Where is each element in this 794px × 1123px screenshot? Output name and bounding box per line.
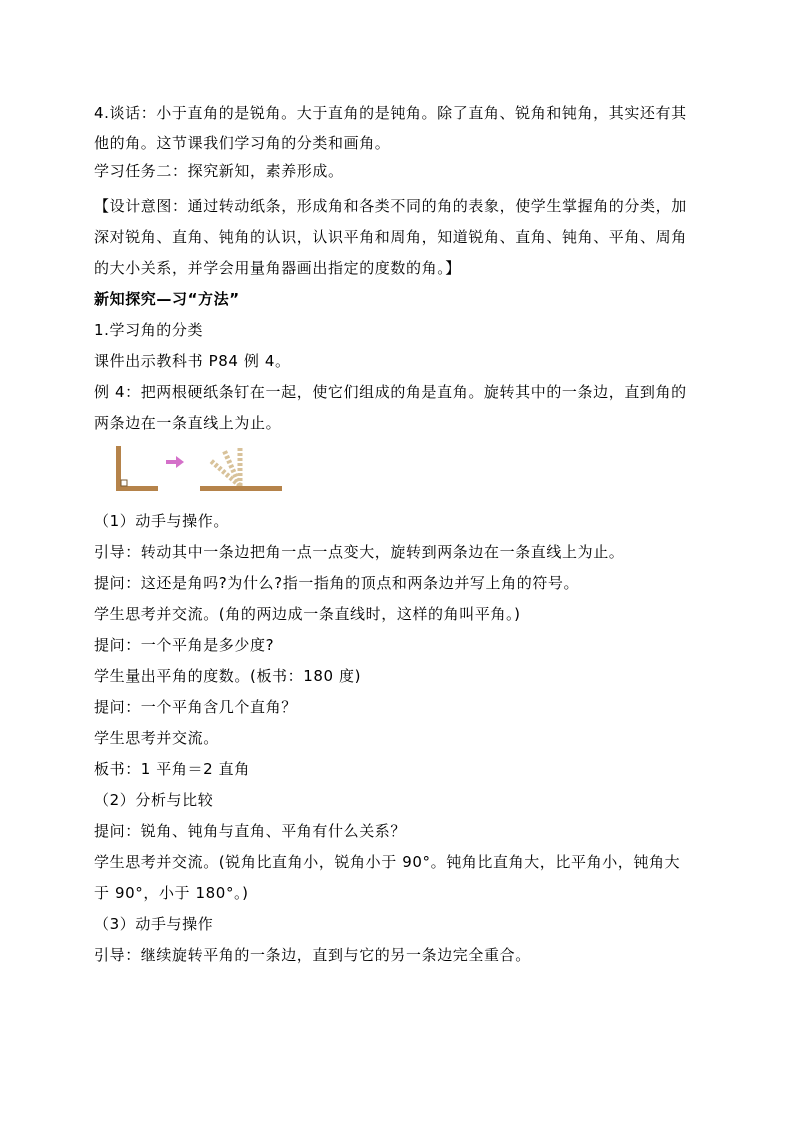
paragraph: 课件出示教科书 P84 例 4。: [94, 352, 291, 370]
horizontal-strip: [116, 486, 158, 491]
paragraph: （1）动手与操作。: [94, 512, 229, 530]
paragraph: 学生思考并交流。: [94, 729, 219, 747]
paragraph: 提问：锐角、钝角与直角、平角有什么关系？: [94, 822, 407, 840]
paragraph: 两条边在一条直线上为止。: [94, 414, 282, 432]
paragraph: 1.学习角的分类: [94, 321, 204, 339]
paragraph: （3）动手与操作: [94, 915, 214, 933]
paragraph: 4.谈话：小于直角的是锐角。大于直角的是钝角。除了直角、锐角和钝角，其实还有其: [94, 104, 687, 122]
paragraph: 于 90°，小于 180°。): [94, 884, 249, 902]
section-heading: 新知探究—习“方法”: [94, 290, 240, 308]
paragraph: 引导：继续旋转平角的一条边，直到与它的另一条边完全重合。: [94, 946, 531, 964]
paragraph: 的大小关系，并学会用量角器画出指定的度数的角。】: [94, 259, 461, 277]
arrow-icon: [166, 456, 184, 468]
left-straight-strip: [200, 486, 240, 491]
paragraph: 提问：一个平角是多少度?: [94, 636, 275, 654]
paragraph: 提问：一个平角含几个直角？: [94, 698, 297, 716]
paragraph: 板书：1 平角＝2 直角: [94, 760, 250, 778]
paragraph: 提问：这还是角吗?为什么?指一指角的顶点和两条边并写上角的符号。: [94, 574, 580, 592]
paragraph: 深对锐角、直角、钝角的认识，认识平角和周角，知道锐角、直角、钝角、平角、周角: [94, 228, 687, 246]
angle-rotation-figure: [96, 442, 302, 500]
paragraph: 引导：转动其中一条边把角一点一点变大，旋转到两条边在一条直线上为止。: [94, 543, 625, 561]
paragraph: 学生量出平角的度数。(板书：180 度): [94, 667, 362, 685]
paragraph: 例 4：把两根硬纸条钉在一起，使它们组成的角是直角。旋转其中的一条边，直到角的: [94, 383, 687, 401]
right-straight-strip: [240, 486, 282, 491]
rotating-strips: [210, 446, 240, 486]
paragraph: （2）分析与比较: [94, 791, 214, 809]
paragraph: 【设计意图：通过转动纸条，形成角和各类不同的角的表象，使学生掌握角的分类，加: [94, 197, 687, 215]
right-angle-mark: [121, 480, 127, 486]
paragraph: 他的角。这节课我们学习角的分类和画角。: [94, 134, 391, 152]
vertical-strip: [116, 446, 121, 490]
paragraph: 学习任务二：探究新知，素养形成。: [94, 162, 344, 180]
paragraph: 学生思考并交流。(角的两边成一条直线时，这样的角叫平角。): [94, 605, 521, 623]
paragraph: 学生思考并交流。(锐角比直角小，锐角小于 90°。钝角比直角大，比平角小，钝角大: [94, 853, 681, 871]
